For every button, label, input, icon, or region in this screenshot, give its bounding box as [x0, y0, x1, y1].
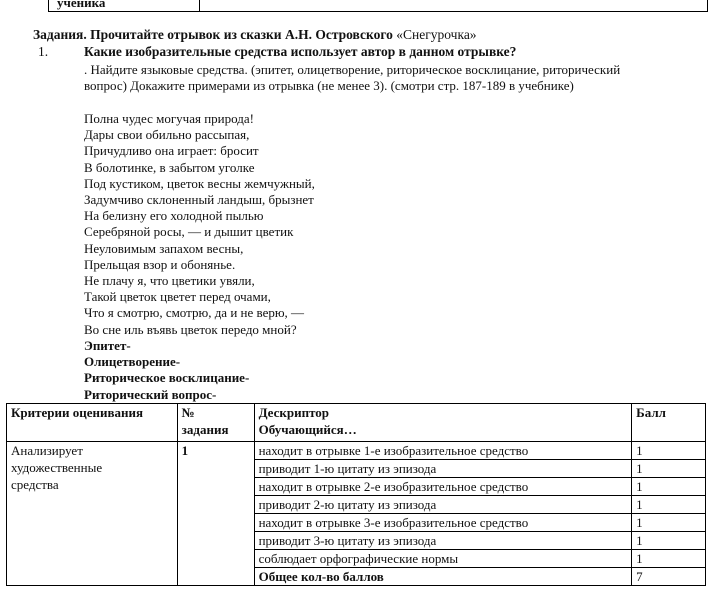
- poem-line: Полна чудес могучая природа!: [84, 111, 254, 126]
- criteria-line: Анализирует: [11, 443, 83, 458]
- header-descriptor: [254, 404, 632, 442]
- header-descriptor-line: Дескриптор: [258, 405, 330, 420]
- table-header-row: [7, 404, 706, 442]
- header-descriptor-line: Обучающийся…: [258, 422, 357, 437]
- header-score: Балл: [632, 404, 706, 442]
- answer-label-epithet: Эпитет-: [84, 338, 131, 353]
- score-cell: 1: [632, 514, 706, 532]
- question-text: Какие изобразительные средства использует автор в данном отрывке?: [84, 44, 517, 59]
- poem-line: Что я смотрю, смотрю, да и не верю, —: [84, 305, 305, 321]
- criteria-line: средства: [11, 477, 59, 492]
- header-table-fragment: [48, 0, 708, 12]
- score-cell: 1: [632, 478, 706, 496]
- poem-line: Дары свои обильно рассыпая,: [84, 127, 250, 143]
- header-task-line: задания: [181, 422, 229, 437]
- answer-label-rhetorical-exclamation: Риторическое восклицание-: [84, 370, 250, 386]
- answer-label-rhetorical-question: Риторический вопрос-: [84, 386, 217, 402]
- poem-line: Под кустиком, цветок весны жемчужный,: [84, 175, 315, 191]
- header-divider: [199, 0, 200, 11]
- answer-label-personification: Олицетворение-: [84, 354, 181, 370]
- poem-line: Серебряной росы, — и дышит цветик: [84, 224, 294, 240]
- question-number: 1.: [38, 44, 49, 59]
- instruction-text: [84, 62, 694, 94]
- poem-line: Не плачу я, что цветики увяли,: [84, 273, 255, 289]
- poem-line: Такой цветок цветет перед очами,: [84, 289, 271, 305]
- header-fragment-label: ученика: [57, 0, 106, 10]
- total-score-cell: 7: [632, 568, 706, 586]
- instruction-line: вопрос) Докажите примерами из отрывка (не менее 3). (смотри стр. 187-189 в учебнике): [84, 78, 574, 93]
- descriptor-cell: приводит 3-ю цитату из эпизода: [254, 532, 632, 550]
- answer-labels: [84, 338, 249, 403]
- assignment-title-main: Задания. Прочитайте отрывок из сказки А.Н. Островского: [33, 27, 393, 42]
- task-number-cell: 1: [177, 442, 254, 586]
- poem-line: Неуловимым запахом весны,: [84, 240, 244, 256]
- criteria-line: художественные: [11, 460, 103, 475]
- poem-line: Причудливо она играет: бросит: [84, 143, 259, 159]
- score-cell: 1: [632, 460, 706, 478]
- poem-line: Задумчиво склоненный ландыш, брызнет: [84, 192, 314, 208]
- header-task-number: [177, 404, 254, 442]
- score-cell: 1: [632, 550, 706, 568]
- total-label-cell: Общее кол-во баллов: [254, 568, 632, 586]
- criteria-cell: [7, 442, 178, 586]
- score-cell: 1: [632, 496, 706, 514]
- instruction-line: . Найдите языковые средства. (эпитет, олицетворение, риторическое восклицание, риторический: [84, 62, 621, 77]
- assessment-table: [6, 403, 706, 586]
- descriptor-cell: соблюдает орфографические нормы: [254, 550, 632, 568]
- descriptor-cell: приводит 2-ю цитату из эпизода: [254, 496, 632, 514]
- assignment-title: [33, 27, 477, 43]
- table-row: [7, 442, 706, 460]
- descriptor-cell: приводит 1-ю цитату из эпизода: [254, 460, 632, 478]
- score-cell: 1: [632, 442, 706, 460]
- poem-line: В болотинке, в забытом уголке: [84, 159, 255, 175]
- poem-line: На белизну его холодной пылью: [84, 208, 264, 224]
- poem-line: Прельщая взор и обонянье.: [84, 256, 236, 272]
- descriptor-cell: находит в отрывке 2-е изобразительное средство: [254, 478, 632, 496]
- descriptor-cell: находит в отрывке 1-е изобразительное средство: [254, 442, 632, 460]
- assignment-title-work: «Снегурочка»: [396, 27, 477, 42]
- header-task-line: №: [181, 405, 195, 420]
- poem-line: Во сне иль въявь цветок передо мной?: [84, 321, 297, 337]
- poem-excerpt: [84, 111, 315, 338]
- header-criteria: Критерии оценивания: [7, 404, 178, 442]
- descriptor-cell: находит в отрывке 3-е изобразительное средство: [254, 514, 632, 532]
- score-cell: 1: [632, 532, 706, 550]
